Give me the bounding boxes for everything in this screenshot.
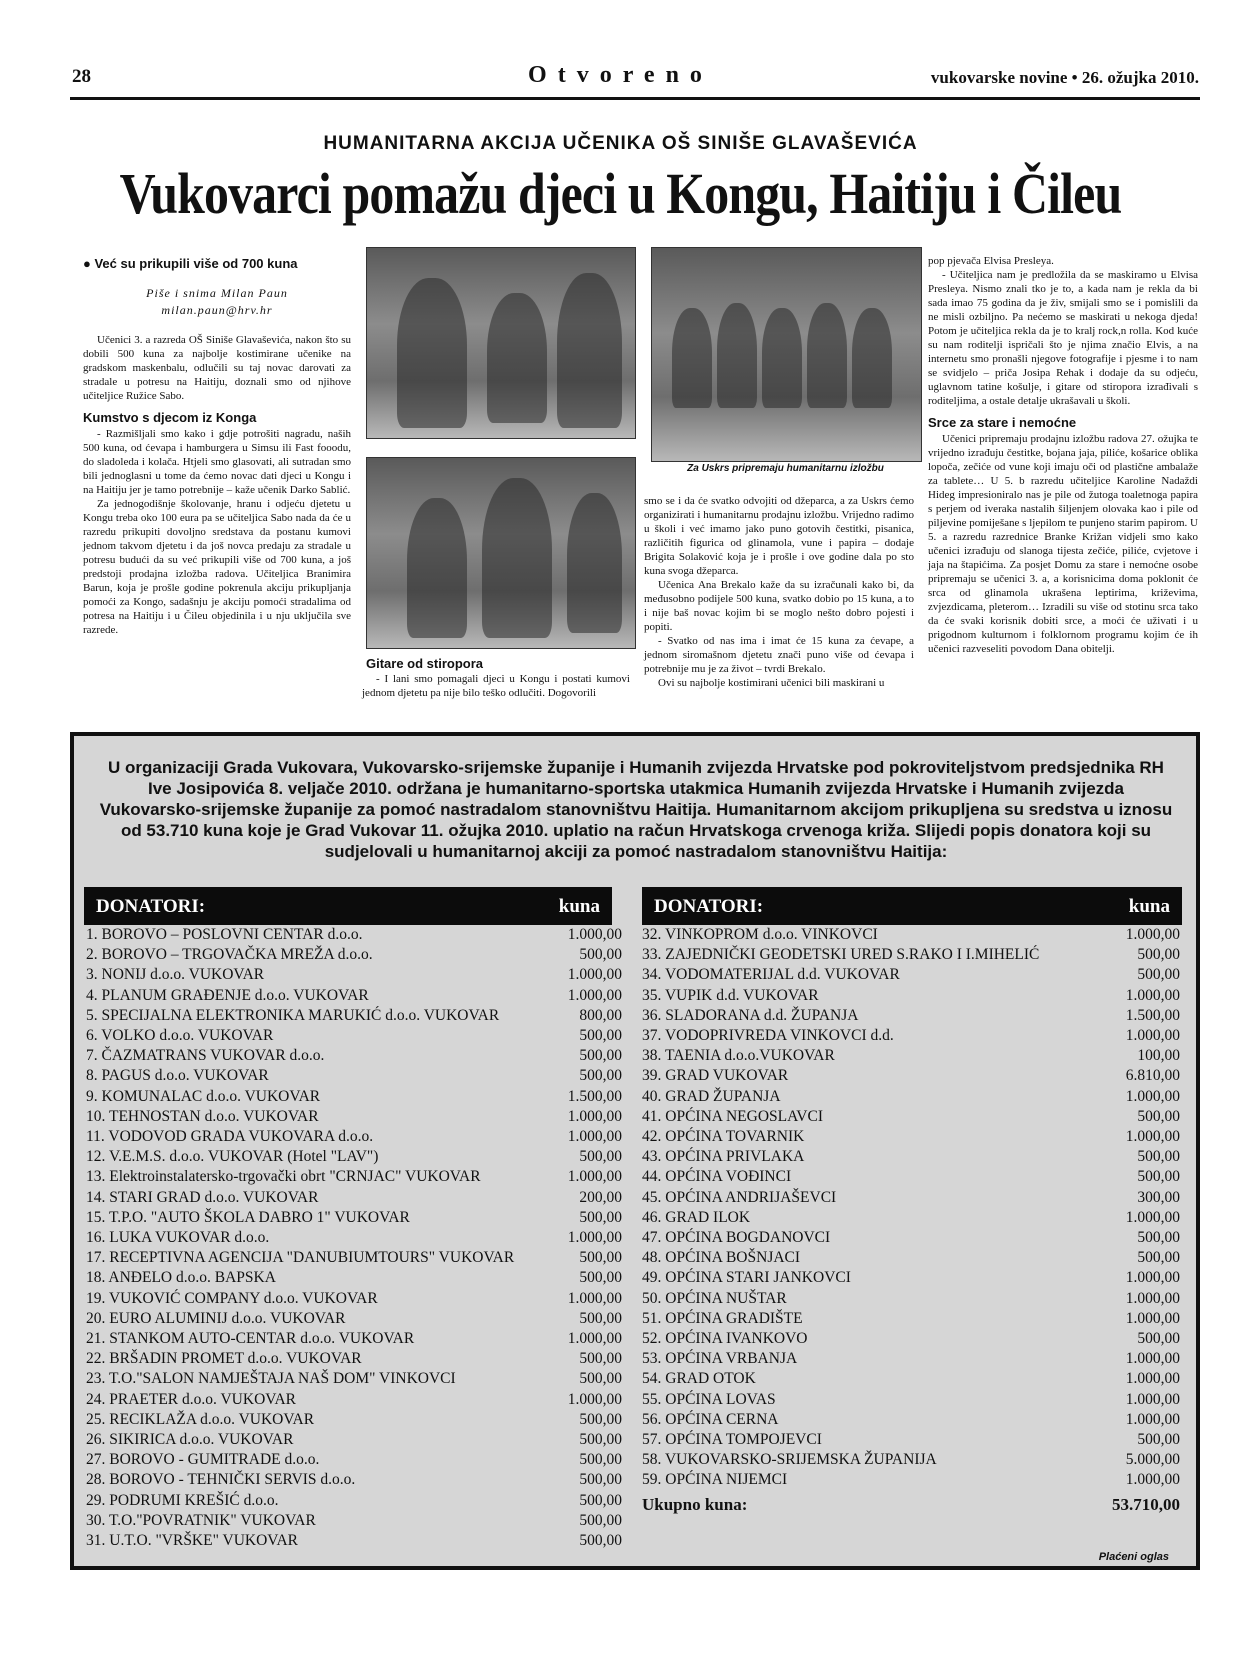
donor-name: 15. T.P.O. "AUTO ŠKOLA DABRO 1" VUKOVAR bbox=[86, 1208, 410, 1226]
donor-name: 24. PRAETER d.o.o. VUKOVAR bbox=[86, 1390, 296, 1408]
donor-name: 50. OPĆINA NUŠTAR bbox=[642, 1289, 787, 1307]
donor-name: 17. RECEPTIVNA AGENCIJA "DANUBIUMTOURS" VUKOVAR bbox=[86, 1249, 515, 1267]
donor-name: 57. OPĆINA TOMPOJEVCI bbox=[642, 1431, 822, 1449]
donor-amount: 1.000,00 bbox=[1125, 1269, 1180, 1287]
donor-row bbox=[86, 1268, 622, 1288]
donor-row bbox=[86, 1430, 622, 1450]
donor-name: 28. BOROVO - TEHNIČKI SERVIS d.o.o. bbox=[86, 1471, 356, 1489]
donor-amount: 1.000,00 bbox=[1125, 1370, 1180, 1388]
table-header-label: DONATORI: bbox=[654, 896, 764, 917]
donor-amount: 500,00 bbox=[579, 1431, 622, 1449]
donor-row bbox=[86, 1228, 622, 1248]
subheading: Kumstvo s djecom iz Konga bbox=[83, 410, 257, 425]
donor-name: 16. LUKA VUKOVAR d.o.o. bbox=[86, 1229, 270, 1247]
donor-row bbox=[86, 1470, 622, 1490]
table-header-left bbox=[84, 887, 612, 925]
donor-amount: 1.000,00 bbox=[567, 1330, 622, 1348]
donor-amount: 500,00 bbox=[579, 1471, 622, 1489]
donor-amount: 500,00 bbox=[1137, 1431, 1180, 1449]
article-column-2 bbox=[362, 672, 630, 700]
donor-amount: 1.000,00 bbox=[1125, 1410, 1180, 1428]
donor-name: 35. VUPIK d.d. VUKOVAR bbox=[642, 986, 819, 1004]
donor-row bbox=[642, 945, 1180, 965]
donor-amount: 300,00 bbox=[1137, 1188, 1180, 1206]
donor-row bbox=[86, 1066, 622, 1086]
photo-class-group bbox=[651, 247, 922, 462]
paragraph: - Učiteljica nam je predložila da se maskiramo u Elvisa Presleya. Nismo znali tko je to, a kada nam je rekla da bi sada imao 75 godina da je živ, smijali smo se i pomislili da ne misli ozbiljno. Pa nećemo se maskirati u nekoga djeda! Potom je učiteljica rekla da je to kralj rock,n rolla. Kod kuće su nam roditelji ispričali što je njima značio Elvis, a na internetu smo pronašli njegove fotografije i pjesme i to nam se svidjelo – priča Josipa Rehak i dodaje da su odjeću, uglavnom tatine košulje, i gitare od stiropora izrađivali s roditeljima, a ostale detalje ukrašavali u školi. bbox=[928, 269, 1198, 407]
photo-caption: Za Uskrs pripremaju humanitarnu izložbu bbox=[687, 463, 884, 474]
donor-amount: 1.000,00 bbox=[1125, 1350, 1180, 1368]
donor-amount: 1.000,00 bbox=[567, 986, 622, 1004]
donor-row bbox=[86, 1491, 622, 1511]
donor-name: 3. NONIJ d.o.o. VUKOVAR bbox=[86, 966, 265, 984]
donor-name: 36. SLADORANA d.d. ŽUPANJA bbox=[642, 1006, 859, 1024]
paragraph: Učenica Ana Brekalo kaže da su izračunali kako bi, da međusobno podijele 500 kuna, svatko dobio po 15 kuna, a to i nije baš novac kojim bi se moglo nešto dobro pojesti i popiti. bbox=[644, 579, 914, 633]
photo-children-crafts bbox=[366, 247, 636, 439]
photo-caption: Gitare od stiropora bbox=[366, 656, 484, 671]
donor-name: 12. V.E.M.S. d.o.o. VUKOVAR (Hotel "LAV") bbox=[86, 1148, 379, 1166]
donor-amount: 500,00 bbox=[1137, 1330, 1180, 1348]
donor-name: 32. VINKOPROM d.o.o. VINKOVCI bbox=[642, 926, 878, 943]
header-rule bbox=[70, 97, 1200, 100]
photo-guitars bbox=[366, 457, 636, 649]
donor-row bbox=[86, 986, 622, 1006]
donor-row bbox=[642, 1430, 1180, 1450]
donor-name: 19. VUKOVIĆ COMPANY d.o.o. VUKOVAR bbox=[86, 1289, 378, 1307]
donor-name: 20. EURO ALUMINIJ d.o.o. VUKOVAR bbox=[86, 1309, 346, 1327]
donor-amount: 500,00 bbox=[579, 1269, 622, 1287]
donor-amount: 500,00 bbox=[1137, 1249, 1180, 1267]
donor-amount: 1.000,00 bbox=[1125, 1027, 1180, 1045]
article-column-3 bbox=[644, 494, 914, 690]
donor-row bbox=[642, 1248, 1180, 1268]
donor-amount: 1.000,00 bbox=[567, 966, 622, 984]
donor-name: 40. GRAD ŽUPANJA bbox=[642, 1087, 781, 1105]
donor-amount: 500,00 bbox=[1137, 1148, 1180, 1166]
donor-row bbox=[86, 1349, 622, 1369]
donor-amount: 1.000,00 bbox=[1125, 1390, 1180, 1408]
paragraph: - Razmišljali smo kako i gdje potrošiti nagradu, naših 500 kuna, od ćevapa i hamburgera u Simsu ili Fast fooodu, do sladoleda i kolača. Htjeli smo glasovati, ali sutradan smo bili jednoglasni u tome da ćemo novac dati djeci u Kongu i na Haitiju jer je tamo potrebnije – kaže učenik Darko Sablić. bbox=[83, 428, 351, 496]
paragraph: Za jednogodišnje školovanje, hranu i odjeću djetetu u Kongu treba oko 100 eura pa se učiteljica Sabo nada da će u razredu prikupiti dovoljno sredstava da postanu kumovi jednom takvom djetetu i da još novca predaju za stradale u potresu budući da su već prikupili više od 700 kuna, a još predstoji prodajna izložba radova. Učiteljica Branimira Barun, koja je prošle godine pokrenula akciju prikupljanja pomoći za Kongo, sadašnju je akciju pomoći stradalima od potresa na Haitiju i u Čileu objedinila i u nju uključila sve razrede. bbox=[83, 498, 351, 636]
donor-amount: 500,00 bbox=[579, 1350, 622, 1368]
donor-amount: 1.500,00 bbox=[567, 1087, 622, 1105]
issue-line: vukovarske novine • 26. ožujka 2010. bbox=[930, 68, 1199, 87]
donor-amount: 500,00 bbox=[579, 1067, 622, 1085]
donor-amount: 500,00 bbox=[579, 1451, 622, 1469]
paid-ad-note: Plaćeni oglas bbox=[1098, 1551, 1169, 1563]
paragraph: - I lani smo pomagali djeci u Kongu i postati kumovi jednom djetetu pa nije bilo teško odlučiti. Dogovorili bbox=[362, 673, 630, 699]
donor-amount: 5.000,00 bbox=[1125, 1451, 1180, 1469]
page-number: 28 bbox=[72, 66, 91, 87]
paragraph: Ovi su najbolje kostimirani učenici bili maskirani u bbox=[658, 677, 885, 689]
donor-name: 44. OPĆINA VOĐINCI bbox=[642, 1168, 792, 1186]
donor-name: 14. STARI GRAD d.o.o. VUKOVAR bbox=[86, 1188, 319, 1206]
article-kicker: HUMANITARNA AKCIJA UČENIKA OŠ SINIŠE GLAVAŠEVIĆA bbox=[323, 133, 918, 154]
donor-row bbox=[642, 1006, 1180, 1026]
donor-row bbox=[86, 1087, 622, 1107]
article-bullet: ● Već su prikupili više od 700 kuna bbox=[83, 256, 298, 271]
paragraph: Učenici pripremaju prodajnu izložbu radova 27. ožujka te vrijedno izrađuju čestitke, bojana jaja, piliće, košarice oblika lopoča, zečiće od vune koji imaju oči od plastične ambalaže za tablete… U 5. b razredu učiteljice Karoline Nadaždi Hideg impresioniralo nas je pile od žutoga toaletnoga papira s perjem od iveraka nastalih šiljenjem olovaka kao i pile od piljevine pomiješane s ljepilom te punjeno starim papirom. U 5. a razredu razrednice Branke Križan vidjeli smo kako učenici izrađuju od slanoga tijesta zečiće, piliće, cvjetove i jaja na štapićima. Za posjet Domu za stare i nemoćne osobe pripremaju se učenici 3. a, a korisnicima doma poklonit će srca od glinamola ukrašena leptirima, križevima, zvjezdicama, pleterom… Izradili su više od stotinu srca tako da će svaki korisnik dobiti srce, a moći će uživati i u prigodnom kulturnom i folklornom programu kojim će ih učenici razveseliti povodom Dana obitelji. bbox=[928, 433, 1198, 655]
donor-amount: 500,00 bbox=[579, 1208, 622, 1226]
donor-name: 27. BOROVO - GUMITRADE d.o.o. bbox=[86, 1451, 320, 1469]
table-header-right bbox=[642, 887, 1182, 925]
donor-name: 1. BOROVO – POSLOVNI CENTAR d.o.o. bbox=[86, 926, 363, 943]
donor-name: 59. OPĆINA NIJEMCI bbox=[642, 1471, 788, 1489]
donor-name: 2. BOROVO – TRGOVAČKA MREŽA d.o.o. bbox=[86, 946, 373, 964]
donor-name: 7. ČAZMATRANS VUKOVAR d.o.o. bbox=[86, 1047, 325, 1065]
donor-name: 10. TEHNOSTAN d.o.o. VUKOVAR bbox=[86, 1107, 319, 1125]
donor-name: 41. OPĆINA NEGOSLAVCI bbox=[642, 1107, 823, 1125]
donor-row bbox=[642, 1349, 1180, 1369]
donor-amount: 1.500,00 bbox=[1125, 1006, 1180, 1024]
donor-name: 55. OPĆINA LOVAS bbox=[642, 1390, 776, 1408]
donor-name: 54. GRAD OTOK bbox=[642, 1370, 756, 1388]
donor-row bbox=[642, 965, 1180, 985]
donor-name: 4. PLANUM GRAĐENJE d.o.o. VUKOVAR bbox=[86, 986, 369, 1004]
section-title: Otvoreno bbox=[528, 62, 713, 88]
donor-amount: 1.000,00 bbox=[567, 926, 622, 943]
donor-row bbox=[86, 965, 622, 985]
donor-name: 22. BRŠADIN PROMET d.o.o. VUKOVAR bbox=[86, 1350, 362, 1368]
donor-amount: 500,00 bbox=[579, 1148, 622, 1166]
donor-name: 5. SPECIJALNA ELEKTRONIKA MARUKIĆ d.o.o. VUKOVAR bbox=[86, 1006, 500, 1024]
donor-name: 37. VODOPRIVREDA VINKOVCI d.d. bbox=[642, 1027, 894, 1045]
total-value: 53.710,00 bbox=[1112, 1494, 1180, 1514]
donor-name: 9. KOMUNALAC d.o.o. VUKOVAR bbox=[86, 1087, 321, 1105]
total-row bbox=[642, 1495, 1180, 1515]
donor-name: 26. SIKIRICA d.o.o. VUKOVAR bbox=[86, 1431, 294, 1449]
subheading: Srce za stare i nemoćne bbox=[928, 415, 1077, 430]
donor-row bbox=[86, 1107, 622, 1127]
donor-row bbox=[642, 1289, 1180, 1309]
donor-name: 18. ANĐELO d.o.o. BAPSKA bbox=[86, 1269, 276, 1287]
paragraph: pop pjevača Elvisa Presleya. bbox=[928, 255, 1054, 267]
donor-row bbox=[642, 1410, 1180, 1430]
donor-row bbox=[86, 945, 622, 965]
donor-row bbox=[642, 1087, 1180, 1107]
donor-row bbox=[86, 1208, 622, 1228]
donor-amount: 500,00 bbox=[579, 1370, 622, 1388]
donor-amount: 1.000,00 bbox=[1125, 926, 1180, 943]
donor-name: 42. OPĆINA TOVARNIK bbox=[642, 1128, 805, 1146]
donor-row bbox=[642, 1309, 1180, 1329]
donor-name: 31. U.T.O. "VRŠKE" VUKOVAR bbox=[86, 1532, 299, 1550]
donor-row bbox=[86, 1248, 622, 1268]
donor-row bbox=[86, 1450, 622, 1470]
donor-amount: 500,00 bbox=[1137, 1229, 1180, 1247]
donor-row bbox=[642, 1147, 1180, 1167]
donor-amount: 1.000,00 bbox=[1125, 1471, 1180, 1489]
total-label: Ukupno kuna: bbox=[642, 1494, 748, 1514]
donor-amount: 1.000,00 bbox=[567, 1107, 622, 1125]
donor-list-right bbox=[642, 925, 1180, 1515]
donor-name: 23. T.O."SALON NAMJEŠTAJA NAŠ DOM" VINKOVCI bbox=[86, 1370, 456, 1388]
donor-row bbox=[642, 1046, 1180, 1066]
donor-name: 11. VODOVOD GRADA VUKOVARA d.o.o. bbox=[86, 1128, 374, 1146]
donor-name: 45. OPĆINA ANDRIJAŠEVCI bbox=[642, 1188, 837, 1206]
donor-row bbox=[642, 1107, 1180, 1127]
donor-amount: 1.000,00 bbox=[1125, 1208, 1180, 1226]
donor-name: 56. OPĆINA CERNA bbox=[642, 1410, 779, 1428]
table-header-label: DONATORI: bbox=[96, 896, 206, 917]
donor-name: 47. OPĆINA BOGDANOVCI bbox=[642, 1229, 831, 1247]
donor-row bbox=[86, 1329, 622, 1349]
donor-list-left bbox=[86, 925, 622, 1551]
paragraph: - Svatko od nas ima i imat će 15 kuna za ćevape, a jednom siromašnom djetetu znači puno više od ćevapa i potrebnije mu je za život – tvrdi Brekalo. bbox=[644, 635, 914, 675]
donor-row bbox=[642, 986, 1180, 1006]
article-headline: Vukovarci pomažu djeci u Kongu, Haitiju i Čileu bbox=[119, 161, 1122, 226]
donor-name: 48. OPĆINA BOŠNJACI bbox=[642, 1249, 801, 1267]
donor-name: 8. PAGUS d.o.o. VUKOVAR bbox=[86, 1067, 269, 1085]
donor-row bbox=[642, 1268, 1180, 1288]
donor-row bbox=[86, 1167, 622, 1187]
donor-name: 34. VODOMATERIJAL d.d. VUKOVAR bbox=[642, 966, 900, 984]
donor-name: 39. GRAD VUKOVAR bbox=[642, 1067, 789, 1085]
donor-amount: 500,00 bbox=[579, 1249, 622, 1267]
donor-amount: 500,00 bbox=[579, 1309, 622, 1327]
donor-amount: 500,00 bbox=[1137, 1107, 1180, 1125]
donor-amount: 500,00 bbox=[579, 1532, 622, 1550]
donor-row bbox=[86, 1511, 622, 1531]
donor-amount: 1.000,00 bbox=[567, 1390, 622, 1408]
donor-row bbox=[86, 1046, 622, 1066]
donor-row bbox=[86, 1127, 622, 1147]
donor-amount: 1.000,00 bbox=[567, 1229, 622, 1247]
donor-amount: 1.000,00 bbox=[567, 1289, 622, 1307]
table-header-unit: kuna bbox=[558, 896, 600, 917]
donor-amount: 500,00 bbox=[1137, 1168, 1180, 1186]
donor-amount: 1.000,00 bbox=[1125, 1087, 1180, 1105]
donor-name: 38. TAENIA d.o.o.VUKOVAR bbox=[642, 1047, 835, 1065]
donor-amount: 500,00 bbox=[579, 1491, 622, 1509]
donor-amount: 500,00 bbox=[579, 1047, 622, 1065]
donor-amount: 1.000,00 bbox=[567, 1168, 622, 1186]
donor-name: 46. GRAD ILOK bbox=[642, 1208, 751, 1226]
donor-row bbox=[86, 1026, 622, 1046]
donor-name: 52. OPĆINA IVANKOVO bbox=[642, 1330, 808, 1348]
donor-amount: 1.000,00 bbox=[1125, 1289, 1180, 1307]
donor-name: 33. ZAJEDNIČKI GEODETSKI URED S.RAKO I I.MIHELIĆ bbox=[642, 946, 1040, 964]
donor-amount: 500,00 bbox=[579, 1027, 622, 1045]
donor-row bbox=[642, 1026, 1180, 1046]
donor-row bbox=[642, 1369, 1180, 1389]
donor-amount: 6.810,00 bbox=[1125, 1067, 1180, 1085]
donor-name: 30. T.O."POVRATNIK" VUKOVAR bbox=[86, 1511, 316, 1529]
donor-name: 53. OPĆINA VRBANJA bbox=[642, 1350, 798, 1368]
donor-row bbox=[86, 1289, 622, 1309]
byline-author: Piše i snima Milan Paun bbox=[146, 286, 288, 300]
donor-row bbox=[86, 1188, 622, 1208]
donor-name: 13. Elektroinstalatersko-trgovački obrt "CRNJAC" VUKOVAR bbox=[86, 1168, 481, 1186]
paragraph: Učenici 3. a razreda OŠ Siniše Glavaševića, nakon što su dobili 500 kuna za najbolje kostimirane učenike na gradskom maskenbalu, odlučili su taj novac darovati za stradale u potresu na Haitiju, doznali smo od njihove učiteljice Ružice Sabo. bbox=[83, 334, 351, 402]
donor-row bbox=[86, 1309, 622, 1329]
donor-row bbox=[86, 1410, 622, 1430]
donor-row bbox=[86, 1390, 622, 1410]
donor-amount: 1.000,00 bbox=[1125, 986, 1180, 1004]
donor-name: 58. VUKOVARSKO-SRIJEMSKA ŽUPANIJA bbox=[642, 1451, 937, 1469]
donor-amount: 1.000,00 bbox=[567, 1128, 622, 1146]
donor-row bbox=[642, 1208, 1180, 1228]
donor-name: 29. PODRUMI KREŠIĆ d.o.o. bbox=[86, 1491, 279, 1509]
table-header-unit: kuna bbox=[1128, 896, 1170, 917]
article-column-4 bbox=[928, 254, 1198, 656]
paragraph: smo se i da će svatko odvojiti od džeparca, a za Uskrs ćemo organizirati i humanitarnu prodajnu izložbu. Vrijedno radimo u školi i već imamo jako puno gotovih čestitki, pisanica, različitih figurica od glinamola, vune i papira – dodaje Brigita Solaković koja je i prošle i ove godine dala po sto kuna svoga džeparca. bbox=[644, 495, 914, 577]
donor-name: 6. VOLKO d.o.o. VUKOVAR bbox=[86, 1027, 274, 1045]
donor-amount: 1.000,00 bbox=[1125, 1309, 1180, 1327]
donor-name: 49. OPĆINA STARI JANKOVCI bbox=[642, 1269, 851, 1287]
donor-amount: 100,00 bbox=[1137, 1047, 1180, 1065]
donor-row bbox=[86, 1531, 622, 1551]
ad-intro: U organizaciji Grada Vukovara, Vukovarsko-srijemske županije i Humanih zvijezda Hrvatske pod pokroviteljstvom predsjednika RH Ive Josipovića 8. veljače 2010. održana je humanitarno-sportska utakmica Humanih zvijezda Hrvatske i Humanih zvijezda Vukovarsko-srijemske županije za pomoć nastradalom stanovništvu Haitija. Humanitarnom akcijom prikupljena su sredstva u iznosu od 53.710 kuna koje je Grad Vukovar 11. ožujka 2010. uplatio na račun Hrvatskoga crvenoga križa. Slijedi popis donatora koji su sudjelovali u humanitarnoj akciji za pomoć nastradalom stanovništvu Haitija: bbox=[99, 758, 1173, 861]
article-column-1 bbox=[83, 257, 351, 637]
donor-row bbox=[86, 925, 622, 945]
donor-row bbox=[642, 1228, 1180, 1248]
donor-amount: 500,00 bbox=[579, 946, 622, 964]
donor-amount: 800,00 bbox=[579, 1006, 622, 1024]
donor-row bbox=[642, 1390, 1180, 1410]
donor-name: 43. OPĆINA PRIVLAKA bbox=[642, 1148, 805, 1166]
donor-amount: 200,00 bbox=[579, 1188, 622, 1206]
donor-row bbox=[642, 1450, 1180, 1470]
donor-amount: 1.000,00 bbox=[1125, 1128, 1180, 1146]
donor-row bbox=[642, 1066, 1180, 1086]
donor-name: 25. RECIKLAŽA d.o.o. VUKOVAR bbox=[86, 1410, 315, 1428]
donor-name: 51. OPĆINA GRADIŠTE bbox=[642, 1309, 803, 1327]
donor-amount: 500,00 bbox=[1137, 966, 1180, 984]
byline-email: milan.paun@hrv.hr bbox=[161, 303, 273, 317]
donor-amount: 500,00 bbox=[1137, 946, 1180, 964]
donor-amount: 500,00 bbox=[579, 1511, 622, 1529]
donor-row bbox=[642, 1167, 1180, 1187]
donor-row bbox=[86, 1147, 622, 1167]
donor-name: 21. STANKOM AUTO-CENTAR d.o.o. VUKOVAR bbox=[86, 1330, 415, 1348]
donor-amount: 500,00 bbox=[579, 1410, 622, 1428]
byline bbox=[83, 285, 351, 319]
donor-row bbox=[642, 925, 1180, 945]
donor-row bbox=[642, 1188, 1180, 1208]
donor-row bbox=[86, 1006, 622, 1026]
donor-row bbox=[86, 1369, 622, 1389]
donor-row bbox=[642, 1470, 1180, 1490]
donor-row bbox=[642, 1329, 1180, 1349]
donor-row bbox=[642, 1127, 1180, 1147]
